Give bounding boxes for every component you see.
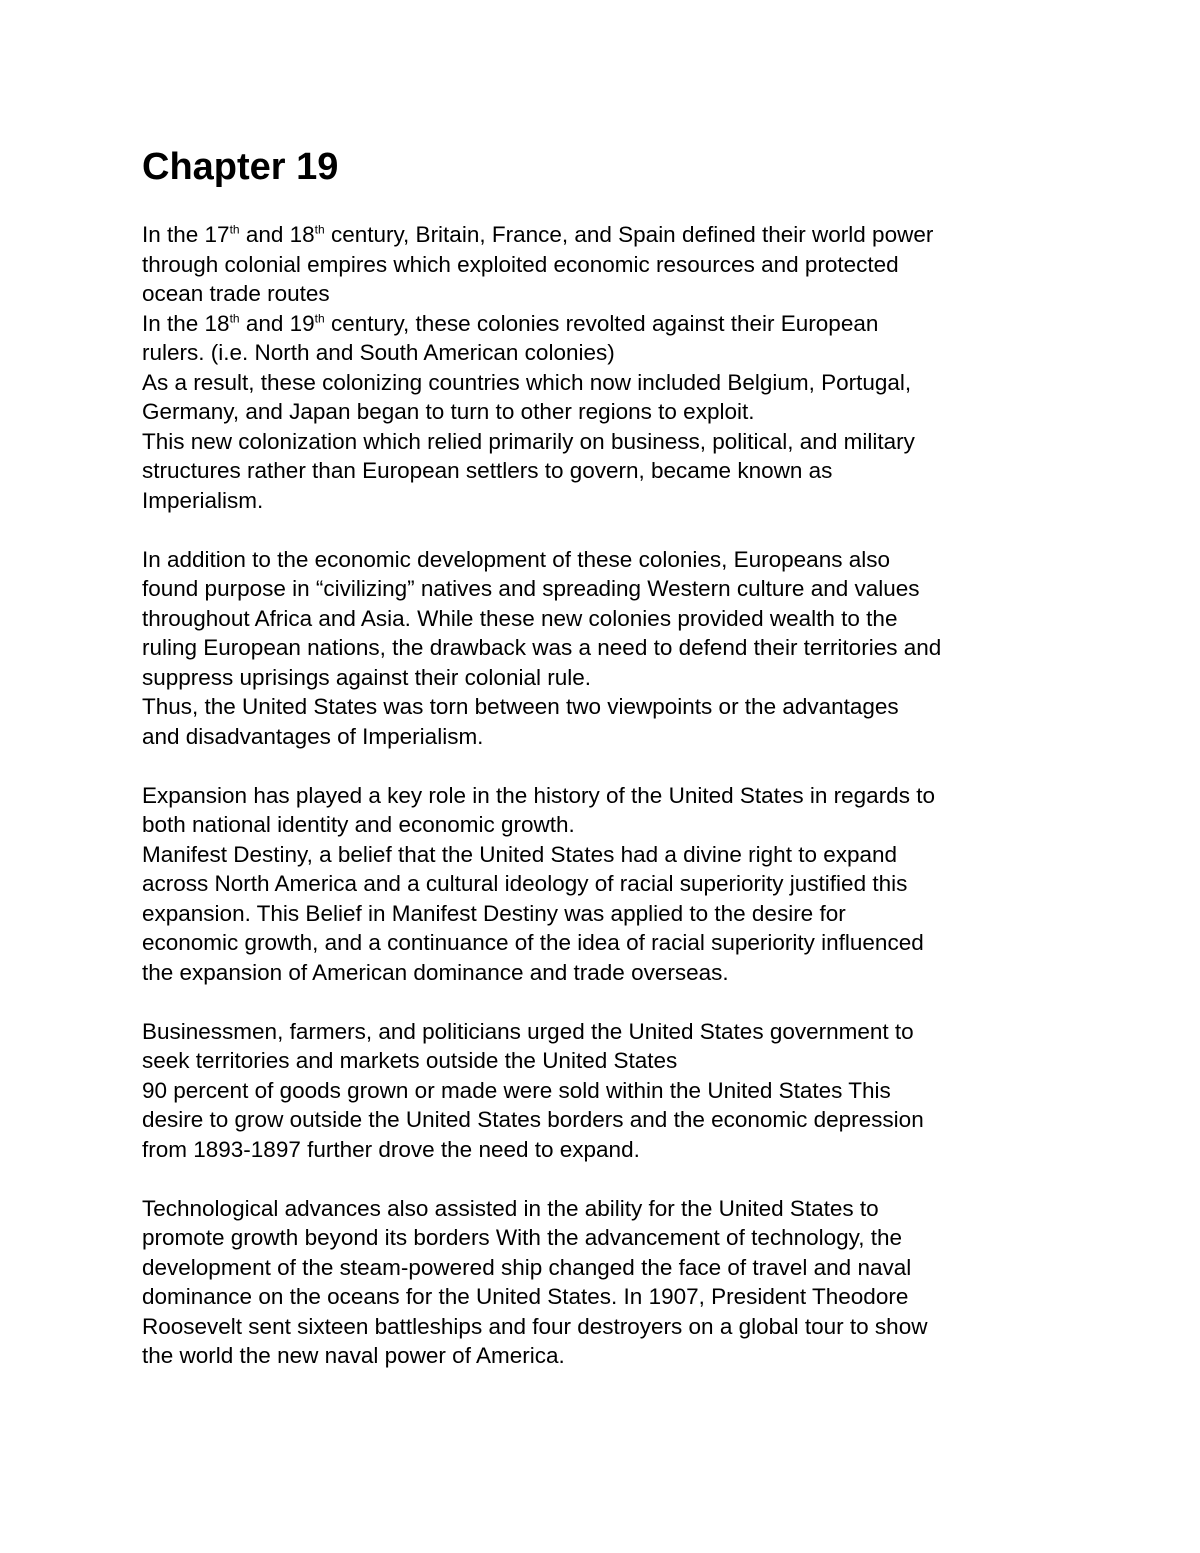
document-body: [142, 220, 1102, 1371]
text-line: development of the steam-powered ship changed the face of travel and naval: [142, 1254, 912, 1280]
paragraph-gap: [142, 515, 1102, 545]
text-line: promote growth beyond its borders With the advancement of technology, the: [142, 1225, 903, 1250]
text-line: and disadvantages of Imperialism.: [142, 723, 484, 749]
text-line: economic growth, and a continuance of the idea of racial superiority influenced: [142, 930, 924, 955]
text-line: Manifest Destiny, a belief that the United States had a divine right to expand: [142, 841, 898, 867]
text-line: throughout Africa and Asia. While these new colonies provided wealth to the: [142, 605, 898, 631]
text-line: expansion. This Belief in Manifest Destiny was applied to the desire for: [142, 900, 846, 926]
text-line: In addition to the economic development of these colonies, Europeans also: [142, 546, 890, 572]
text-line: both national identity and economic growth.: [142, 812, 575, 837]
text-line: ruling European nations, the drawback was a need to defend their territories and: [142, 635, 942, 660]
paragraph-gap: [142, 987, 1102, 1017]
text-line: Germany, and Japan began to turn to other regions to exploit.: [142, 399, 755, 424]
text-line: from 1893-1897 further drove the need to expand.: [142, 1136, 640, 1162]
text-line: suppress uprisings against their colonial rule.: [142, 664, 591, 690]
page-title: Chapter 19: [142, 146, 339, 188]
paragraph-gap: [142, 1164, 1102, 1194]
text-line: Businessmen, farmers, and politicians urged the United States government to: [142, 1018, 914, 1044]
text-line: This new colonization which relied primarily on business, political, and military: [142, 428, 915, 454]
text-line: Expansion has played a key role in the history of the United States in regards to: [142, 782, 935, 808]
paragraph-economic-expansion: [142, 1017, 1102, 1165]
text-line: rulers. (i.e. North and South American colonies): [142, 340, 615, 365]
text-line: seek territories and markets outside the United States: [142, 1048, 678, 1073]
paragraph-gap: [142, 751, 1102, 781]
text-line: In the 18th and 19th century, these colonies revolted against their European: [142, 310, 879, 336]
text-line: In the 17th and 18th century, Britain, France, and Spain defined their world power: [142, 222, 934, 247]
paragraph-colonial-empires: [142, 220, 1102, 515]
text-line: the world the new naval power of America.: [142, 1343, 565, 1368]
text-line: Thus, the United States was torn between two viewpoints or the advantages: [142, 694, 899, 719]
text-line: Roosevelt sent sixteen battleships and four destroyers on a global tour to show: [142, 1313, 928, 1339]
paragraph-manifest-destiny: [142, 781, 1102, 988]
text-line: through colonial empires which exploited economic resources and protected: [142, 251, 899, 277]
paragraph-technological-advances: [142, 1194, 1102, 1371]
text-line: Imperialism.: [142, 487, 264, 513]
text-line: across North America and a cultural ideology of racial superiority justified this: [142, 871, 908, 896]
text-line: the expansion of American dominance and trade overseas.: [142, 959, 729, 985]
text-line: As a result, these colonizing countries which now included Belgium, Portugal,: [142, 369, 912, 395]
text-line: ocean trade routes: [142, 281, 330, 306]
text-line: structures rather than European settlers to govern, became known as: [142, 458, 833, 483]
text-line: desire to grow outside the United States borders and the economic depression: [142, 1107, 924, 1132]
text-line: 90 percent of goods grown or made were sold within the United States This: [142, 1077, 891, 1103]
paragraph-civilizing-mission: [142, 545, 1102, 752]
text-line: Technological advances also assisted in the ability for the United States to: [142, 1195, 879, 1221]
text-line: dominance on the oceans for the United States. In 1907, President Theodore: [142, 1284, 909, 1309]
text-line: found purpose in “civilizing” natives and spreading Western culture and values: [142, 576, 920, 601]
